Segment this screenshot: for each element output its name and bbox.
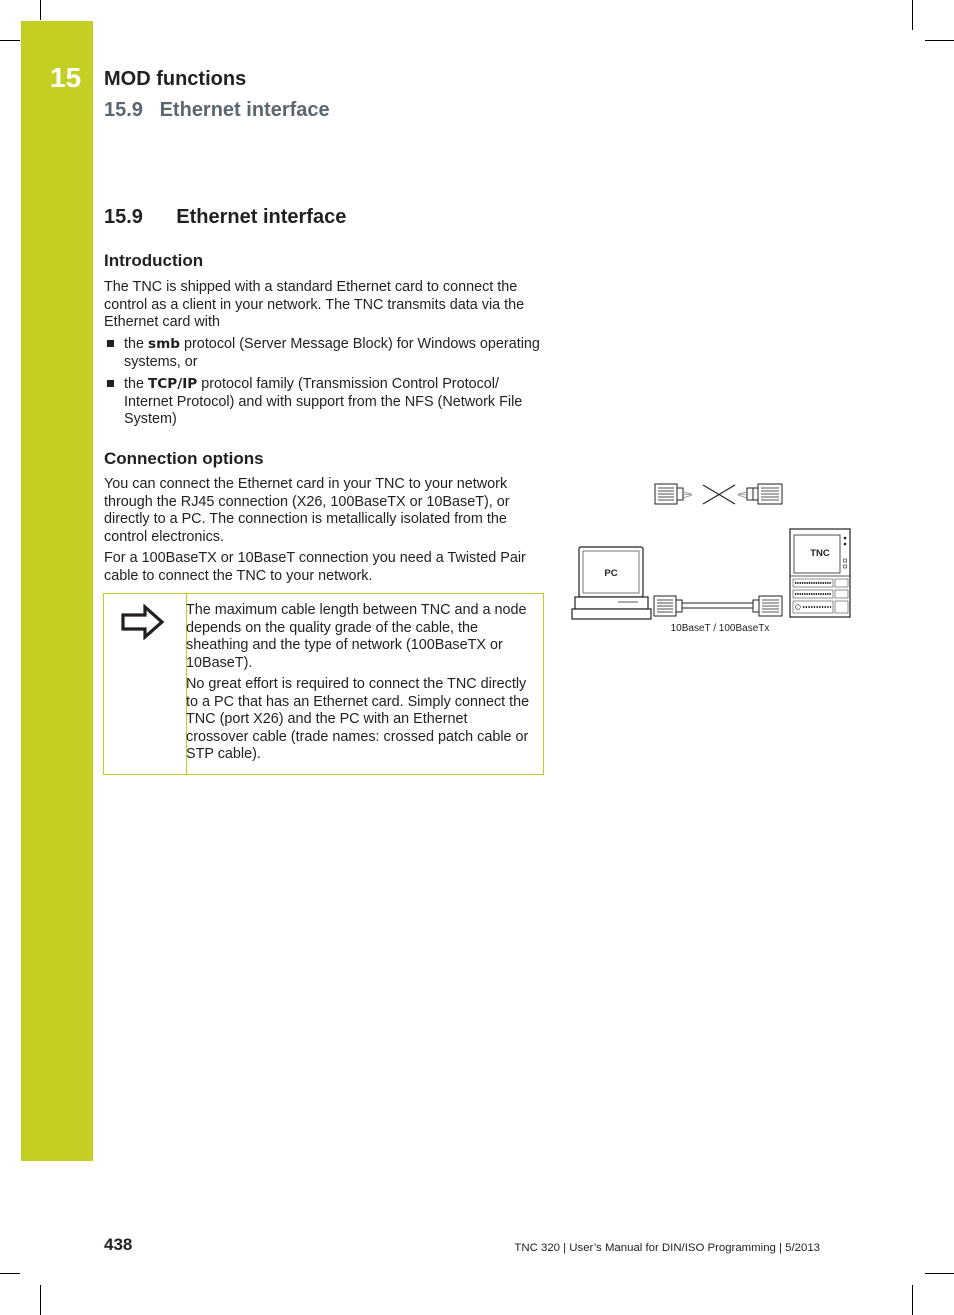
bullet-prefix: the (124, 336, 149, 352)
network-diagram (570, 475, 860, 640)
connection-paragraph-1: You can connect the Ethernet card in your TNC to your network through the RJ45 connection (X26, 100BaseTX or 10BaseT), or directly to a PC. The connection is metallically isolated from the control electronics. (104, 476, 510, 545)
page-number: 438 (104, 1235, 133, 1254)
arrow-right-icon (121, 604, 165, 640)
keyword-tcpip: TCP/IP (148, 376, 198, 392)
tnc-control-icon (790, 529, 850, 617)
keyword-smb: smb (148, 336, 181, 352)
connection-options-heading: Connection options (104, 449, 264, 468)
crop-mark (912, 0, 913, 30)
crossover-cable-icon (655, 484, 782, 504)
bullet-text: protocol family (Transmission Control Protocol/ Internet Protocol) and with support from the NFS (Network File System) (124, 376, 523, 428)
crop-mark (925, 40, 954, 41)
crop-mark (0, 1273, 20, 1274)
pc-computer-icon (572, 547, 651, 619)
crop-mark (912, 1285, 913, 1315)
twisted-pair-cable-icon (654, 596, 782, 616)
bullet-prefix: the (124, 376, 149, 392)
crop-mark (0, 40, 20, 41)
crop-mark (925, 1273, 954, 1274)
section-heading: 15.9 Ethernet interface (104, 206, 347, 228)
bullet-marker (107, 340, 114, 347)
footer-text: TNC 320 | User’s Manual for DIN/ISO Programming | 5/2013 (514, 1242, 820, 1254)
note-paragraph-2: No great effort is required to connect the TNC directly to a PC that has an Ethernet card. Simply connect the TNC (port X26) and the PC with an Ethernet crossover cable (trade names: crossed patch cable or STP cable). (186, 676, 530, 763)
cable-label: 10BaseT / 100BaseTx (670, 623, 770, 634)
chapter-band (21, 21, 93, 1161)
bullet-text: protocol (Server Message Block) for Windows operating systems, or (124, 336, 540, 370)
bullet-item-tcpip (124, 376, 544, 429)
pc-label: PC (604, 568, 618, 579)
chapter-number: 15 (50, 62, 82, 93)
running-section-title: 15.9 Ethernet interface (104, 99, 330, 121)
crop-mark (40, 0, 41, 20)
connection-paragraph-2: For a 100BaseTX or 10BaseT connection you need a Twisted Pair cable to connect the TNC to your network. (104, 550, 526, 584)
tnc-label: TNC (810, 548, 830, 559)
introduction-paragraph: The TNC is shipped with a standard Ethernet card to connect the control as a client in your network. The TNC transmits data via the Ethernet card with (104, 279, 525, 331)
bullet-item-smb (124, 336, 544, 371)
chapter-title: MOD functions (104, 68, 247, 90)
bullet-marker (107, 380, 114, 387)
introduction-heading: Introduction (104, 251, 204, 270)
crop-mark (40, 1285, 41, 1315)
note-paragraph-1: The maximum cable length between TNC and a node depends on the quality grade of the cable, the sheathing and the type of network (100BaseTX or 10BaseT). (186, 602, 527, 671)
